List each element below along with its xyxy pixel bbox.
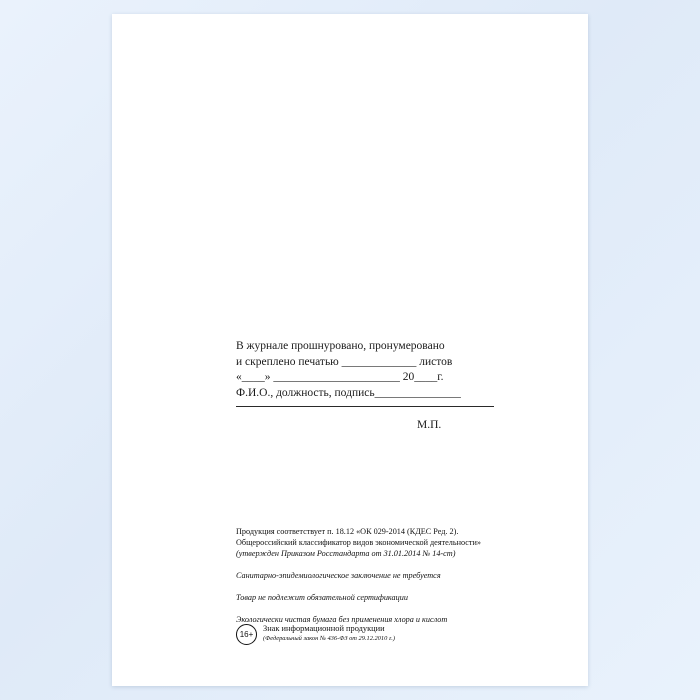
legal-note-3: Экологически чистая бумага без применения хлора и кислот bbox=[236, 615, 448, 624]
age-rating-badge-icon: 16+ bbox=[236, 624, 257, 645]
journal-line-4: Ф.И.О., должность, подпись_______________ bbox=[236, 386, 461, 399]
age-rating-subtitle: (Федеральный закон № 436-ФЗ от 29.12.2010 г.) bbox=[263, 635, 396, 642]
journal-line-2: и скреплено печатью _____________ листов bbox=[236, 355, 453, 368]
legal-note-2: Товар не подлежит обязательной сертификации bbox=[236, 593, 408, 602]
seal-mark: М.П. bbox=[417, 419, 442, 431]
age-rating-row bbox=[236, 623, 395, 645]
journal-line-3: «____» ______________________ 20____г. bbox=[236, 371, 444, 383]
journal-line-1: В журнале прошнуровано, пронумеровано bbox=[236, 340, 445, 352]
legal-paragraph-1: Продукция соответствует п. 18.12 «ОК 029-2014 (КДЕС Ред. 2). bbox=[236, 527, 459, 536]
age-rating-title: Знак информационной продукции bbox=[263, 624, 385, 633]
legal-notice-block bbox=[236, 526, 536, 625]
age-rating-texts bbox=[263, 623, 395, 643]
signature-rule bbox=[236, 406, 494, 407]
document-page bbox=[112, 14, 588, 686]
legal-paragraph-3: (утвержден Приказом Росстандарта от 31.01.2014 № 14-ст) bbox=[236, 549, 456, 558]
legal-paragraph-2: Общероссийский классификатор видов экономической деятельности» bbox=[236, 538, 481, 547]
legal-note-1: Санитарно-эпидемиологическое заключение не требуется bbox=[236, 571, 441, 580]
journal-certification-block bbox=[236, 339, 496, 401]
